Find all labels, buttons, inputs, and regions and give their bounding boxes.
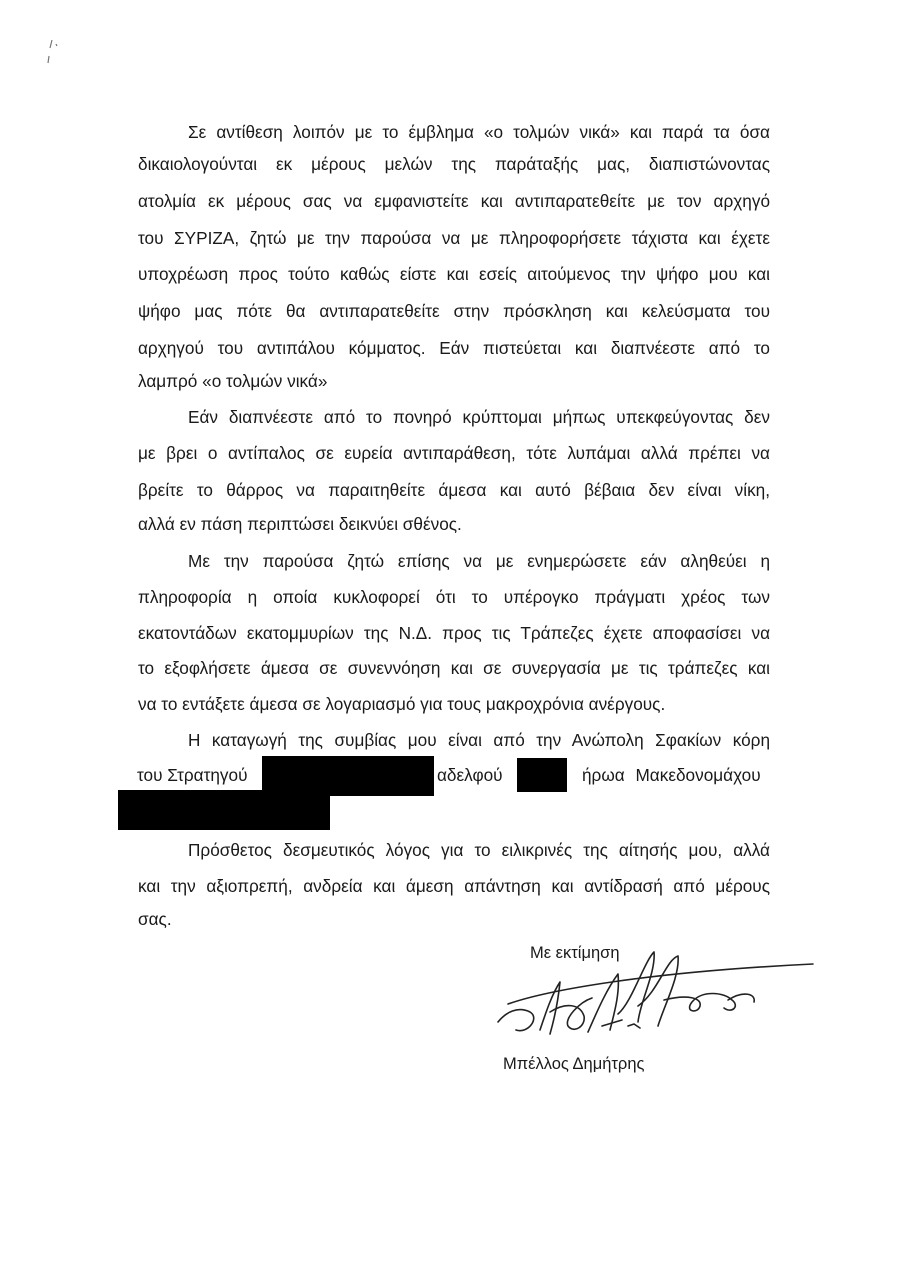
redaction-block [517, 758, 567, 792]
redacted-line-part1: του Στρατηγού [137, 765, 248, 785]
text-line: πληροφορία η οποία κυκλοφορεί ότι το υπέρογκο πράγματι χρέος των [138, 587, 770, 607]
redaction-block [118, 790, 330, 830]
text-line: ψήφο μας πότε θα αντιπαρατεθείτε στην πρόσκληση και κελεύσματα του [138, 301, 770, 321]
text-line: Πρόσθετος δεσμευτικός λόγος για το ειλικρινές της αίτησής μου, αλλά [188, 840, 770, 860]
text-line: λαμπρό «ο τολμών νικά» [138, 371, 328, 391]
text-line: το εξοφλήσετε άμεσα σε συνεννόηση και σε συνεργασία με τις τράπεζες και [138, 658, 770, 678]
text-line: δικαιολογούνται εκ μέρους μελών της παράταξής μας, διαπιστώνοντας [138, 154, 770, 174]
scan-mark [44, 36, 66, 66]
text-line: ατολμία εκ μέρους σας να εμφανιστείτε και αντιπαρατεθείτε με τον αρχηγό [138, 191, 770, 211]
handwritten-signature [488, 942, 818, 1042]
text-line: να το εντάξετε άμεσα σε λογαριασμό για τους μακροχρόνια ανέργους. [138, 694, 666, 714]
text-line: βρείτε το θάρρος να παραιτηθείτε άμεσα και αυτό βέβαια δεν είναι νίκη, [138, 480, 770, 500]
text-line: Με την παρούσα ζητώ επίσης να με ενημερώσετε εάν αληθεύει η [188, 551, 770, 571]
text-line: Σε αντίθεση λοιπόν με το έμβλημα «ο τολμών νικά» και παρά τα όσα [188, 122, 770, 142]
text-line: και την αξιοπρεπή, ανδρεία και άμεση απάντηση και αντίδρασή από μέρους [138, 876, 770, 896]
text-line: του ΣΥΡΙΖΑ, ζητώ με την παρούσα να με πληροφορήσετε τάχιστα και έχετε [138, 228, 770, 248]
redacted-line-part2: αδελφού [437, 765, 503, 785]
text-line: αρχηγού του αντιπάλου κόμματος. Εάν πιστεύεται και διαπνέεστε από το [138, 338, 770, 358]
text-line: αλλά εν πάση περιπτώσει δεικνύει σθένος. [138, 514, 462, 534]
text-line: σας. [138, 909, 172, 929]
text-line: Η καταγωγή της συμβίας μου είναι από την Ανώπολη Σφακίων κόρη [188, 730, 770, 750]
closing-salutation: Με εκτίμηση [530, 944, 620, 962]
redacted-line-part3: ήρωα Μακεδονομάχου [582, 765, 761, 785]
text-line: Εάν διαπνέεστε από το πονηρό κρύπτομαι μήπως υπεκφεύγοντας δεν [188, 407, 770, 427]
text-line: εκατοντάδων εκατομμυρίων της Ν.Δ. προς τις Τράπεζες έχετε αποφασίσει να [138, 623, 770, 643]
signatory-name: Μπέλλος Δημήτρης [503, 1055, 645, 1073]
text-line: υποχρέωση προς τούτο καθώς είστε και εσείς αιτούμενος την ψήφο μου και [138, 264, 770, 284]
text-line: με βρει ο αντίπαλος σε ευρεία αντιπαράθεση, τότε λυπάμαι αλλά πρέπει να [138, 443, 770, 463]
